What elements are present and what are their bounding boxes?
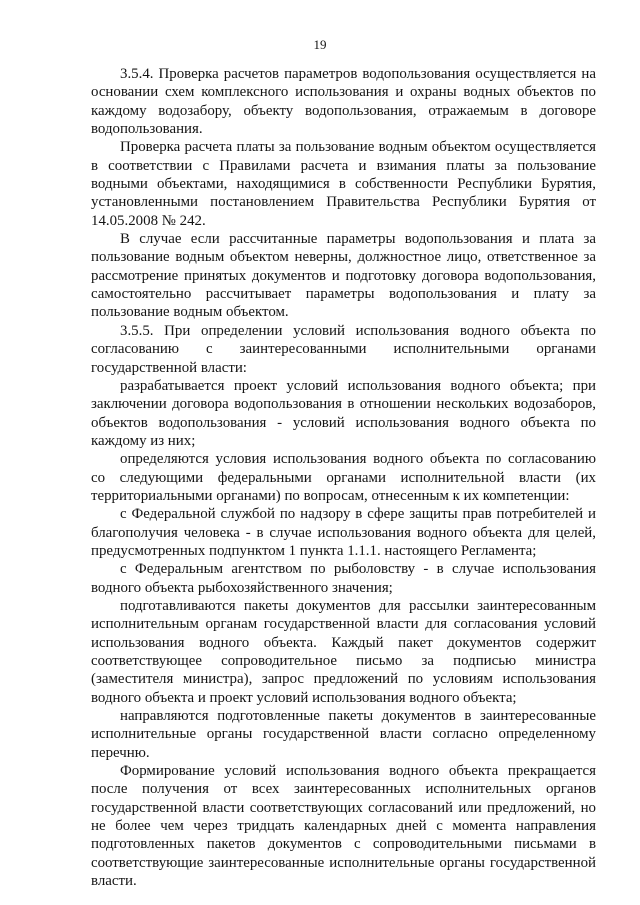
paragraph-conditions-termination: Формирование условий использования водного объекта прекращается после получения от всех заинтересованных исполнительных органов государственной власти соответствующих согласований или предложений, но не более чем через тридцать календарных дней с момента направления подготовленных пакетов документов с сопроводительными письмами в соответствующие заинтересованные исполнительные органы государственной власти. [91,763,596,890]
page-number: 19 [313,37,327,52]
list-item-rospotrebnadzor: с Федеральной службой по надзору в сфере защиты прав потребителей и благополучия человека - в случае использования водного объекта для целей, предусмотренных подпунктом 1 пункта 1.1.1. настоящего Регламента; [91,506,596,559]
document-body [91,65,596,890]
list-item-document-packages: подготавливаются пакеты документов для рассылки заинтересованным исполнительным органам государственной власти для согласования условий использования водного объекта. Каждый пакет документов содержит соответствующее сопроводительное письмо за подписью министра (заместителя министра), запрос предложений по условиям использования водного объекта и проект условий использования водного объекта; [91,597,596,706]
list-item-draft-conditions: разрабатывается проект условий использования водного объекта; при заключении договора водопользования в отношении нескольких водозаборов, объектов водопользования - условий использования водного объекта по каждому из них; [91,377,596,449]
paragraph-payment-check: Проверка расчета платы за пользование водным объектом осуществляется в соответствии с Правилами расчета и взимания платы за пользование водными объектами, находящимися в собственности Республики Бурятия, установленными постановлением Правительства Республики Бурятия от 14.05.2008 № 242. [91,139,596,229]
list-item-send-packages: направляются подготовленные пакеты документов в заинтересованные исполнительные органы государственной власти согласно определенному перечню. [91,708,596,761]
paragraph-recalculation: В случае если рассчитанные параметры водопользования и плата за пользование водным объектом неверны, должностное лицо, ответственное за рассмотрение принятых документов и подготовку договора водопользования, самостоятельно рассчитывает параметры водопользования и плату за пользование водным объектом. [91,231,596,321]
paragraph-3-5-5: 3.5.5. При определении условий использования водного объекта по согласованию с заинтересованными исполнительными органами государственной власти: [91,322,596,376]
paragraph-3-5-4: 3.5.4. Проверка расчетов параметров водопользования осуществляется на основании схем комплексного использования и охраны водных объектов по каждому водозабору, объекту водопользования, отражаемым в договоре водопользования. [91,66,596,138]
list-item-agreement-conditions: определяются условия использования водного объекта по согласованию со следующими федеральными органами исполнительной власти (их территориальными органами) по вопросам, отнесенным к их компетенции: [91,451,596,504]
list-item-fisheries-agency: с Федеральным агентством по рыболовству - в случае использования водного объекта рыбохозяйственного значения; [91,561,596,596]
